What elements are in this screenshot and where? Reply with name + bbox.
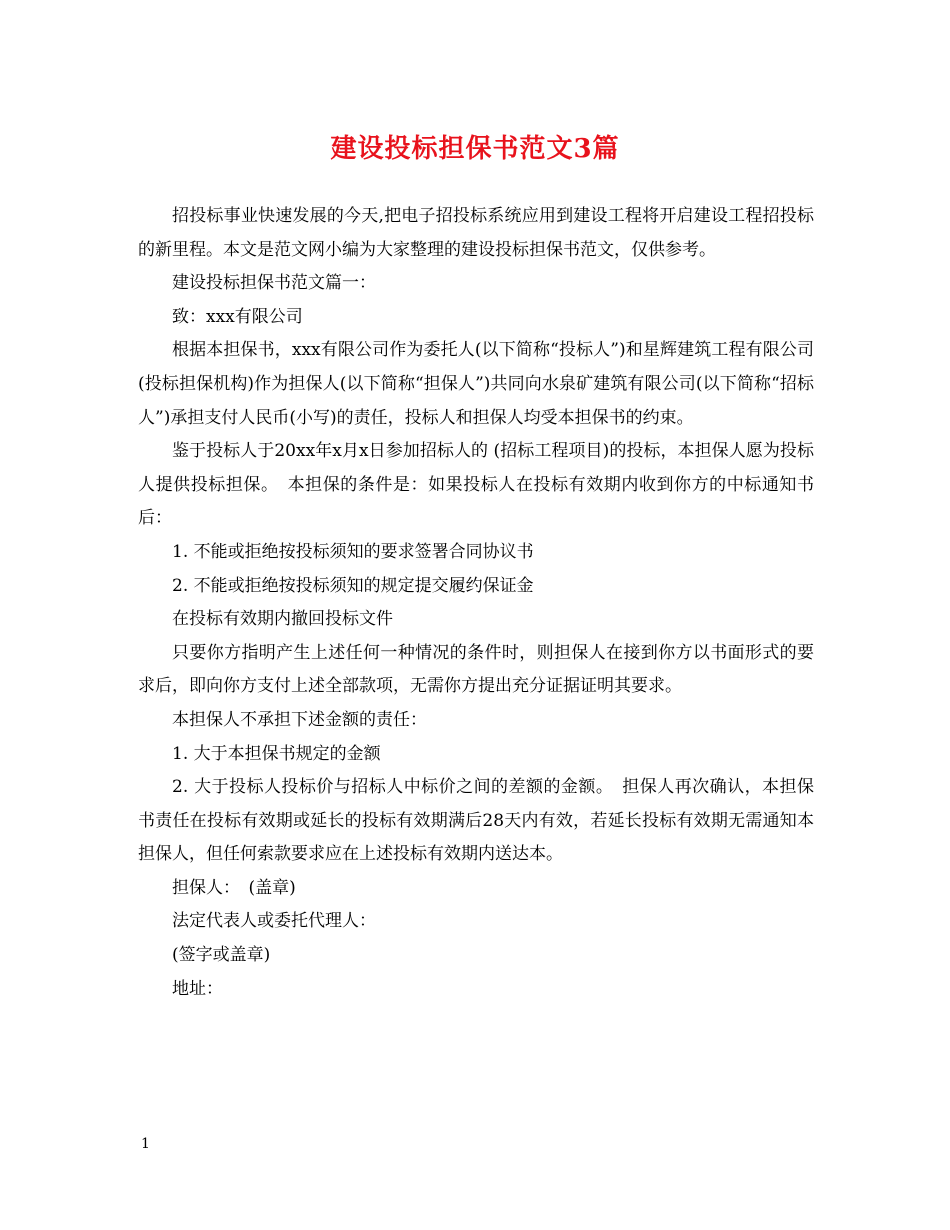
paragraph: 根据本担保书，xxx有限公司作为委托人(以下简称“投标人”)和星辉建筑工程有限公司(投标担保机构)作为担保人(以下简称“担保人”)共同向水泉矿建筑有限公司(以下简称“招标人”)承担支付人民币(小写)的责任，投标人和担保人均受本担保书的约束。: [138, 340, 814, 428]
paragraph: 1. 大于本担保书规定的金额: [172, 743, 381, 764]
paragraph: 鉴于投标人于20xx年x月x日参加招标人的 (招标工程项目)的投标，本担保人愿为投标人提供投标担保。 本担保的条件是：如果投标人在投标有效期内收到你方的中标通知书后：: [138, 441, 814, 529]
paragraph: 致：xxx有限公司: [172, 306, 303, 327]
paragraph: 在投标有效期内撤回投标文件: [172, 609, 393, 630]
paragraph: 2. 不能或拒绝按投标须知的规定提交履约保证金: [172, 575, 534, 596]
paragraph: (签字或盖章): [172, 945, 271, 966]
paragraph: 1. 不能或拒绝按投标须知的要求签署合同协议书: [172, 541, 534, 562]
paragraph: 地址：: [172, 978, 223, 999]
paragraph: 法定代表人或委托代理人：: [172, 911, 376, 932]
paragraph: 招投标事业快速发展的今天,把电子招投标系统应用到建设工程将开启建设工程招投标的新里程。本文是范文网小编为大家整理的建设投标担保书范文，仅供参考。: [138, 206, 814, 260]
paragraph: 只要你方指明产生上述任何一种情况的条件时，则担保人在接到你方以书面形式的要求后，即向你方支付上述全部款项，无需你方提出充分证据证明其要求。: [138, 642, 814, 697]
page-number: 1: [141, 1136, 150, 1152]
paragraph: 建设投标担保书范文篇一：: [172, 273, 376, 294]
paragraph: 担保人： (盖章): [172, 877, 296, 898]
document-body: [138, 200, 814, 1006]
document-title: 建设投标担保书范文3篇: [330, 134, 620, 164]
paragraph: 本担保人不承担下述金额的责任：: [172, 709, 427, 730]
paragraph: 2. 大于投标人投标价与招标人中标价之间的差额的金额。 担保人再次确认，本担保书责任在投标有效期或延长的投标有效期满后28天内有效，若延长投标有效期无需通知本担保人，但任何索款要求应在上述投标有效期内送达本。: [138, 777, 814, 865]
